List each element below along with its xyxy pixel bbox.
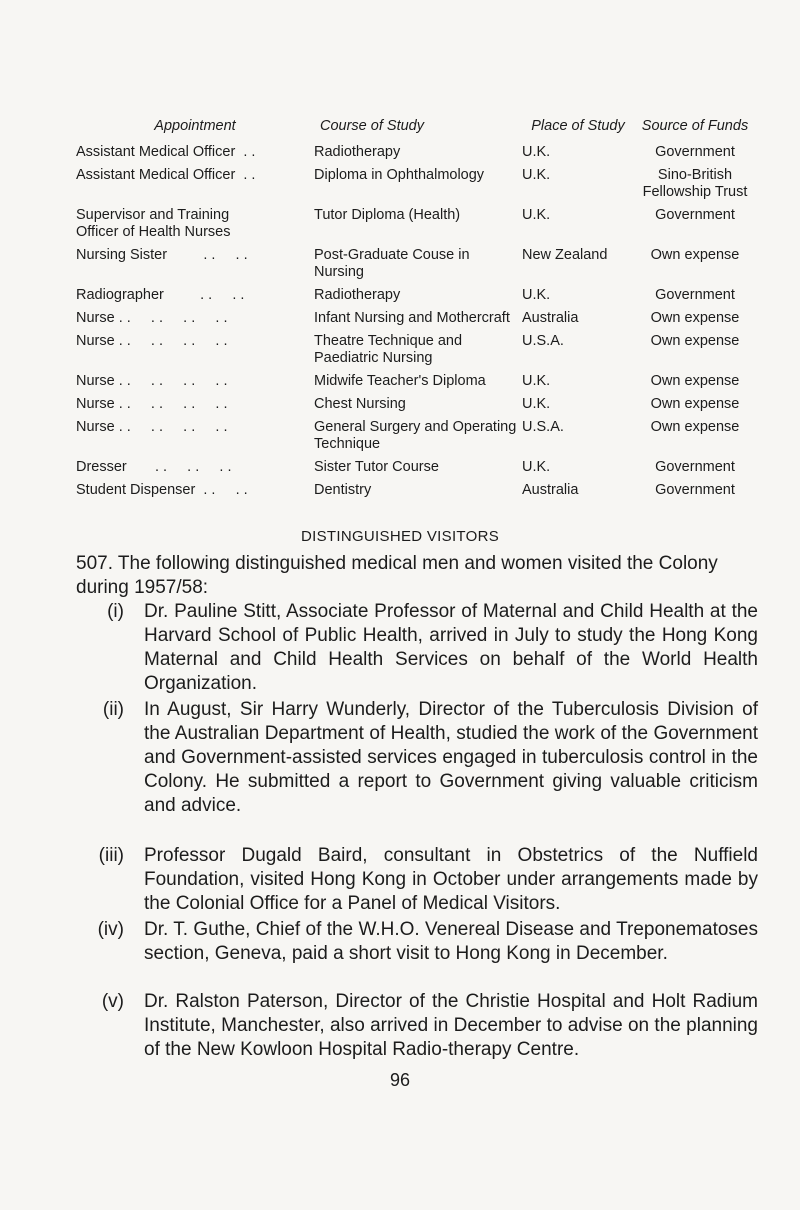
cell-course: Radiotherapy <box>314 287 401 303</box>
cell-appointment: Nurse . . . . . . . . <box>76 419 228 435</box>
cell-course: Diploma in Ophthalmology <box>314 167 485 183</box>
cell-appointment: Student Dispenser . . . . <box>76 482 248 498</box>
cell-appointment: Assistant Medical Officer . . <box>76 144 256 160</box>
page-number: 96 <box>389 1070 411 1090</box>
cell-source: Own expense <box>650 373 740 389</box>
cell-place: Australia <box>522 482 579 498</box>
header-source: Source of Funds <box>641 118 749 134</box>
cell-place: U.K. <box>522 144 551 160</box>
cell-source: Government <box>655 144 735 160</box>
cell-appointment: Nurse . . . . . . . . <box>76 396 228 412</box>
cell-course: Tutor Diploma (Health) <box>314 207 461 223</box>
header-course: Course of Study <box>320 118 424 134</box>
item-text: Professor Dugald Baird, consultant in Obstetrics of the Nuffield Foundation, visited Hong Kong in October under arrangements made by the Colonial Office for a Panel of Medical Visitors. <box>144 845 758 914</box>
cell-place: U.S.A. <box>522 419 564 435</box>
table-row <box>76 419 756 459</box>
cell-appointment: Dresser . . . . . . <box>76 459 232 475</box>
table-row <box>76 167 756 207</box>
cell-source: Government <box>655 207 735 223</box>
training-table <box>76 118 756 505</box>
cell-place: U.K. <box>522 373 551 389</box>
table-row <box>76 459 756 482</box>
table-row <box>76 247 756 287</box>
cell-place: U.S.A. <box>522 333 564 349</box>
cell-course: Theatre Technique and Paediatric Nursing <box>314 333 463 366</box>
cell-source: Government <box>655 459 735 475</box>
cell-place: U.K. <box>522 167 551 183</box>
cell-source: Own expense <box>650 247 740 263</box>
table-row <box>76 287 756 310</box>
cell-source: Government <box>655 287 735 303</box>
cell-appointment: Nurse . . . . . . . . <box>76 373 228 389</box>
table-row <box>76 333 756 373</box>
cell-place: New Zealand <box>522 247 608 263</box>
item-text: Dr. Pauline Stitt, Associate Professor of Maternal and Child Health at the Harvard School of Public Health, arrived in July to study the Hong Kong Maternal and Child Health Services on behalf of the World Health Organization. <box>144 601 758 694</box>
cell-source: Own expense <box>650 419 740 435</box>
item-number: (iii) <box>98 845 124 866</box>
table-row <box>76 482 756 505</box>
cell-place: U.K. <box>522 287 551 303</box>
table-row <box>76 144 756 167</box>
item-number: (v) <box>101 991 124 1012</box>
cell-source: Government <box>655 482 735 498</box>
item-text: In August, Sir Harry Wunderly, Director of the Tuberculosis Division of the Australian Department of Health, studied the work of the Government and Government-assisted services engaged in tuberculosis control in the Colony. He submitted a report to Government giving valuable criticism and advice. <box>144 699 758 816</box>
cell-source: Sino-British Fellowship Trust <box>642 167 748 200</box>
cell-appointment: Nursing Sister . . . . <box>76 247 248 263</box>
cell-course: Infant Nursing and Mothercraft <box>314 310 510 326</box>
cell-source: Own expense <box>650 333 740 349</box>
cell-course: Radiotherapy <box>314 144 401 160</box>
section-heading: DISTINGUISHED VISITORS <box>300 528 500 545</box>
cell-appointment: Supervisor and Training Officer of Health Nurses <box>76 207 231 240</box>
cell-course: General Surgery and Operating Technique <box>314 419 517 452</box>
cell-place: U.K. <box>522 396 551 412</box>
table-row <box>76 373 756 396</box>
table-row <box>76 396 756 419</box>
cell-appointment: Nurse . . . . . . . . <box>76 333 228 349</box>
table-body <box>76 144 756 505</box>
cell-course: Dentistry <box>314 482 372 498</box>
table-row <box>76 310 756 333</box>
item-number: (ii) <box>102 699 124 720</box>
header-appointment: Appointment <box>154 118 236 134</box>
item-text: Dr. Ralston Paterson, Director of the Christie Hospital and Holt Radium Institute, Manchester, also arrived in December to advise on the planning of the New Kowloon Hospital Radio-therapy Centre. <box>144 991 758 1060</box>
cell-course: Midwife Teacher's Diploma <box>314 373 486 389</box>
paragraph-507: 507. The following distinguished medical men and women visited the Colony during 1957/58: <box>76 553 718 598</box>
cell-source: Own expense <box>650 310 740 326</box>
table-row <box>76 207 756 247</box>
cell-course: Chest Nursing <box>314 396 406 412</box>
cell-source: Own expense <box>650 396 740 412</box>
cell-course: Sister Tutor Course <box>314 459 439 475</box>
table-header-row <box>76 118 756 144</box>
cell-appointment: Assistant Medical Officer . . <box>76 167 256 183</box>
item-number: (iv) <box>97 919 124 940</box>
item-text: Dr. T. Guthe, Chief of the W.H.O. Venereal Disease and Treponematoses section, Geneva, paid a short visit to Hong Kong in December. <box>144 919 758 964</box>
header-place: Place of Study <box>531 118 625 134</box>
cell-place: U.K. <box>522 207 551 223</box>
cell-appointment: Nurse . . . . . . . . <box>76 310 228 326</box>
cell-place: Australia <box>522 310 579 326</box>
cell-place: U.K. <box>522 459 551 475</box>
cell-appointment: Radiographer . . . . <box>76 287 245 303</box>
item-number: (i) <box>107 601 124 622</box>
cell-course: Post-Graduate Couse in Nursing <box>314 247 470 280</box>
